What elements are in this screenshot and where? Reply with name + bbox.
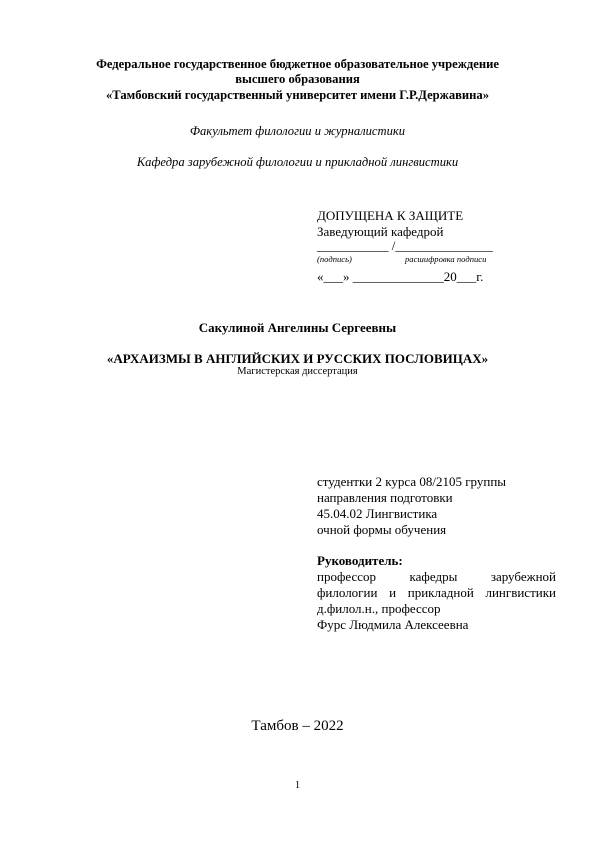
city-year: Тамбов – 2022 <box>251 718 344 734</box>
supervisor-label: Руководитель: <box>317 553 403 568</box>
student-line-2: направления подготовки <box>317 490 453 505</box>
signature-caption <box>317 254 487 264</box>
institution-line-1: Федеральное государственное бюджетное образовательное учреждение <box>96 57 499 71</box>
caption-decoding: расшифровка подписи <box>405 254 487 264</box>
approval-date-line: «___» ______________20___г. <box>317 269 484 284</box>
approval-role: Заведующий кафедрой <box>317 224 444 239</box>
thesis-title: «АРХАИЗМЫ В АНГЛИЙСКИХ И РУССКИХ ПОСЛОВИЦАХ» <box>106 351 489 366</box>
student-line-4: очной формы обучения <box>317 522 447 537</box>
student-info <box>317 474 556 538</box>
signature-line: ___________ /_______________ <box>317 238 493 253</box>
supervisor-info <box>317 553 556 633</box>
student-line-3: 45.04.02 Лингвистика <box>317 506 438 521</box>
caption-signature: (подпись) <box>317 254 352 264</box>
approval-title: ДОПУЩЕНА К ЗАЩИТЕ <box>317 208 464 223</box>
faculty-name: Факультет филологии и журналистики <box>189 124 406 138</box>
supervisor-line-2: филологии и прикладной лингвистики <box>317 585 556 600</box>
thesis-type: Магистерская диссертация <box>237 366 358 377</box>
department-name: Кафедра зарубежной филологии и прикладной лингвистики <box>136 155 459 169</box>
supervisor-name: Фурс Людмила Алексеевна <box>317 617 469 632</box>
university-name: «Тамбовский государственный университет имени Г.Р.Державина» <box>105 88 490 102</box>
student-line-1: студентки 2 курса 08/2105 группы <box>317 474 507 489</box>
page-number: 1 <box>294 780 301 791</box>
author-name: Сакулиной Ангелины Сергеевны <box>198 320 397 335</box>
supervisor-line-1: профессор кафедры зарубежной <box>317 569 556 584</box>
supervisor-line-3: д.филол.н., профессор <box>317 601 441 616</box>
institution-line-2: высшего образования <box>235 72 360 86</box>
